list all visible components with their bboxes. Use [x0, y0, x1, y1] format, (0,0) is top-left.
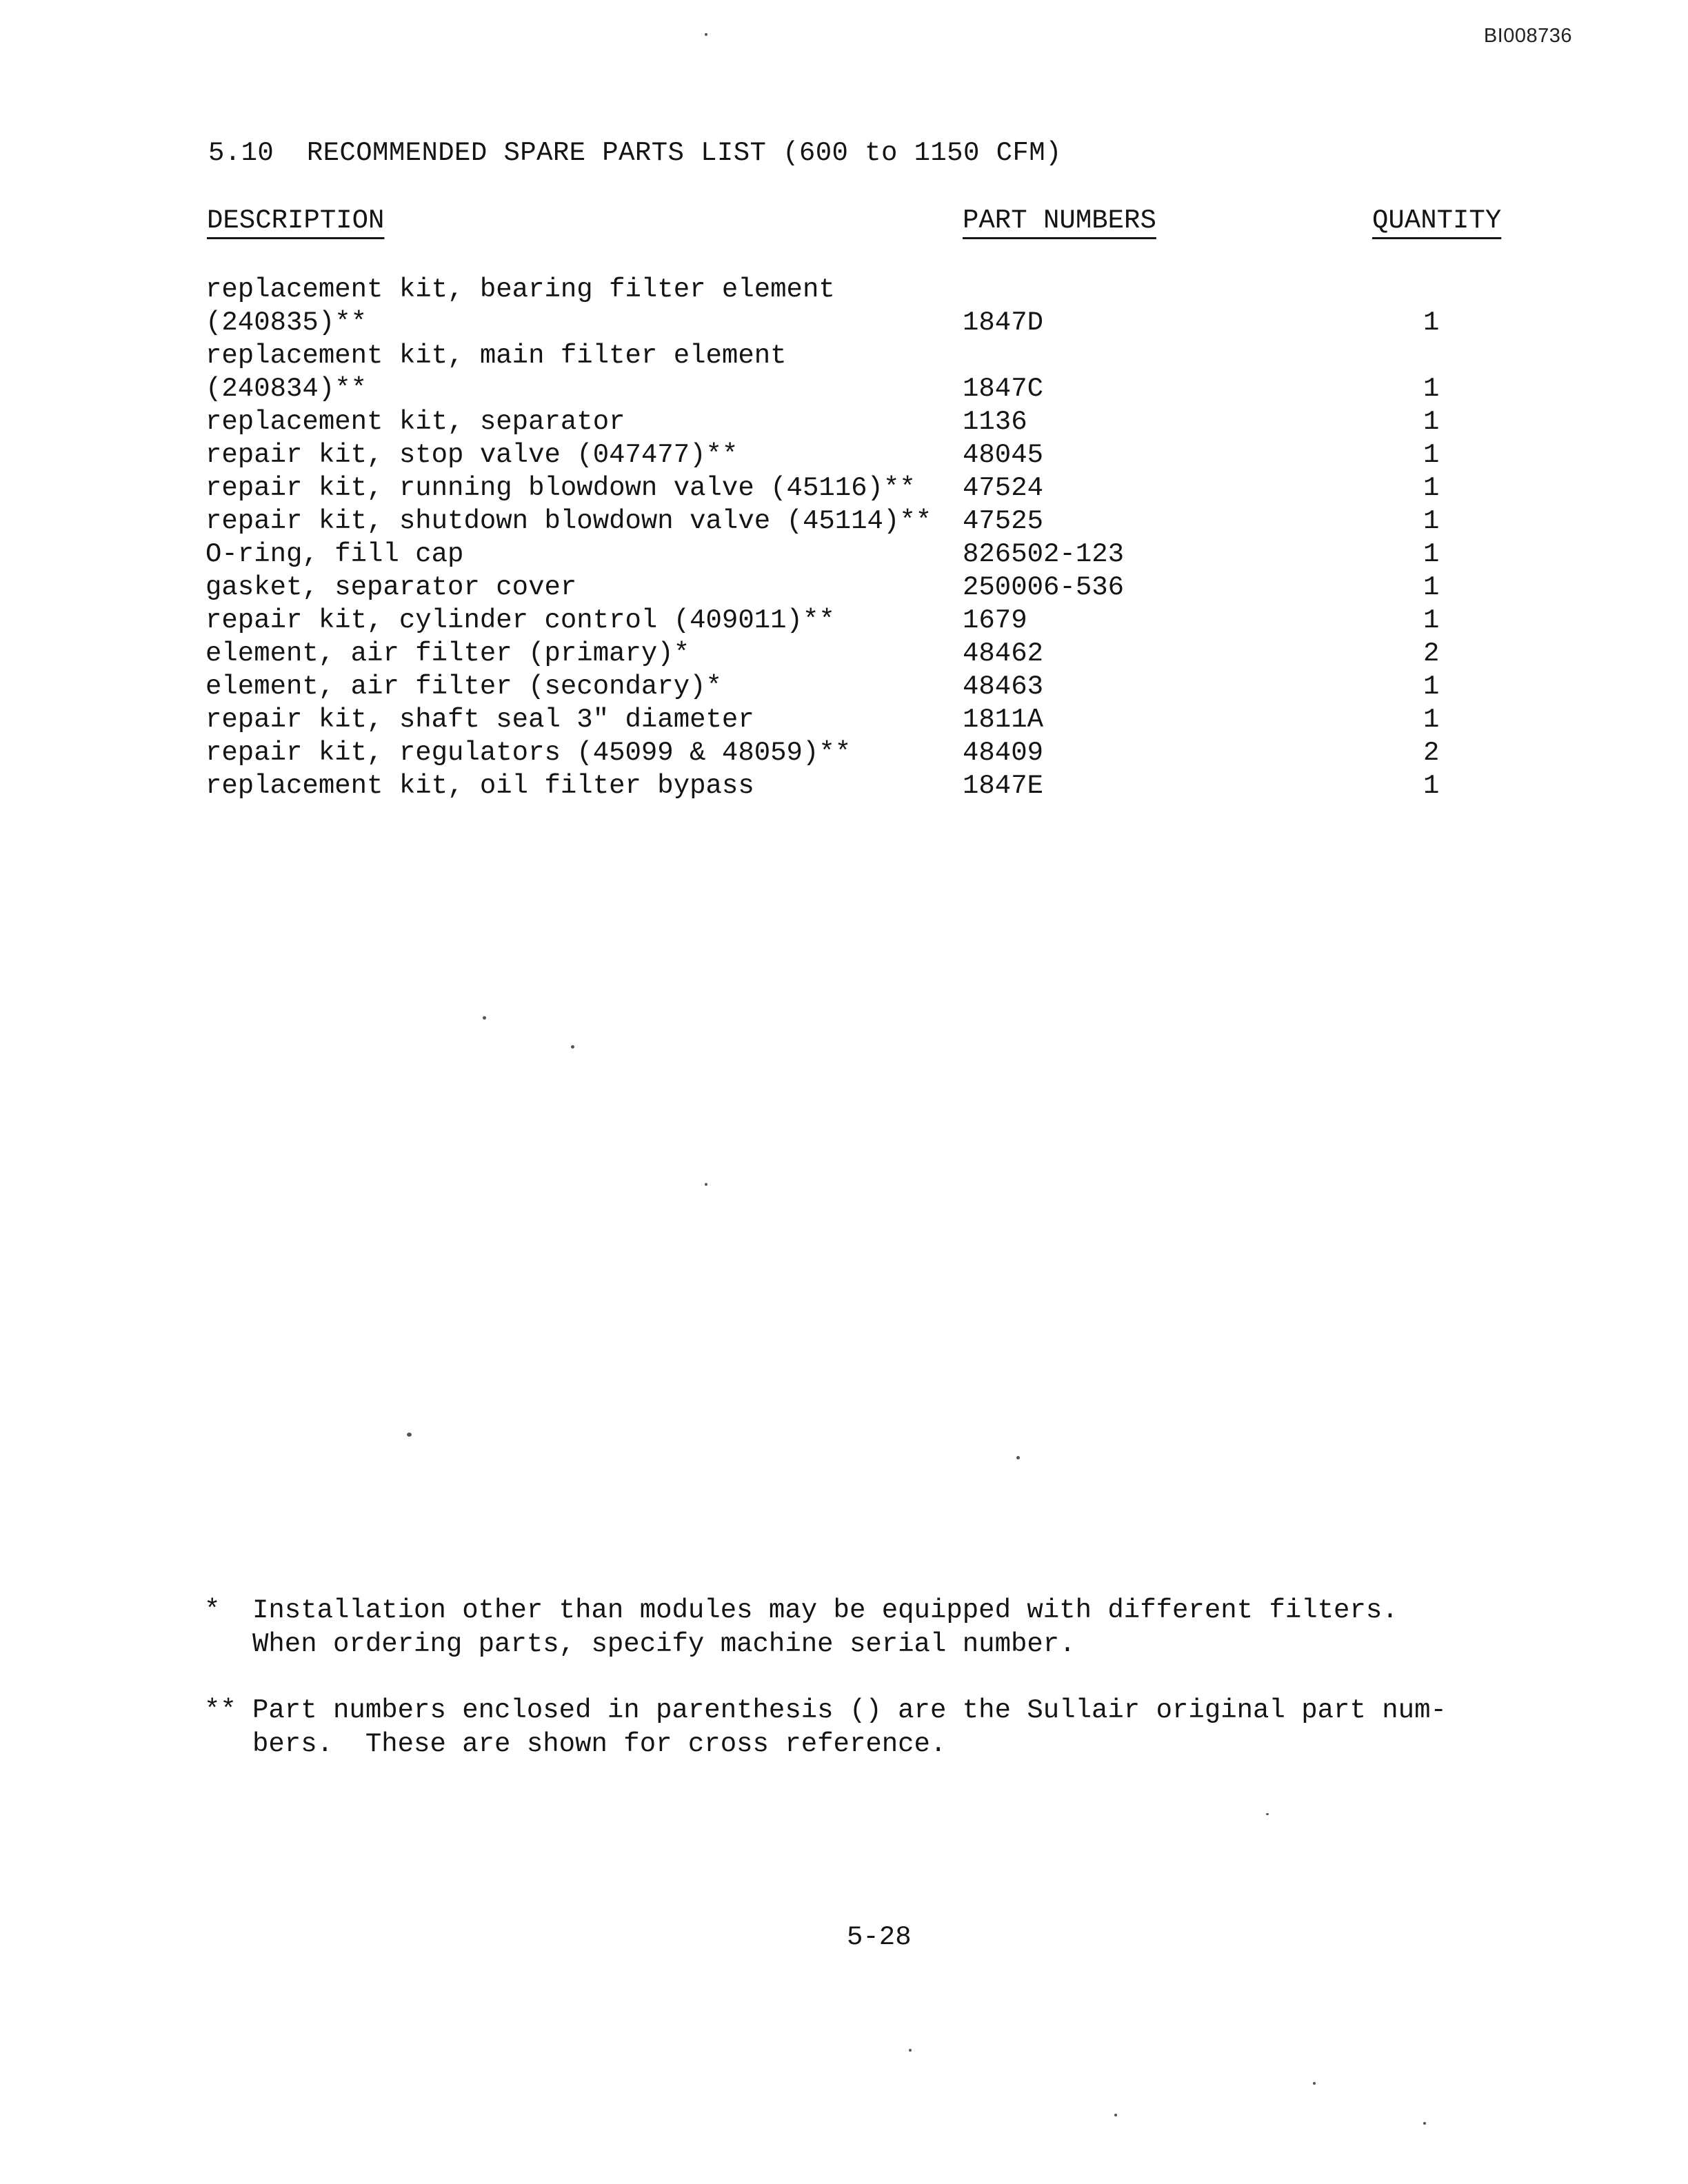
part-description: repair kit, stop valve (047477)**	[205, 440, 738, 470]
part-quantity: 1	[1423, 473, 1440, 503]
spare-parts-list	[205, 273, 1516, 802]
scan-speck	[705, 33, 707, 36]
part-description: element, air filter (primary)*	[205, 638, 690, 669]
scan-speck	[705, 1183, 707, 1186]
parts-row	[205, 538, 1516, 571]
parts-row	[205, 571, 1516, 604]
footnote-double-asterisk	[204, 1694, 1514, 1761]
part-quantity: 1	[1423, 307, 1440, 338]
part-description: repair kit, shaft seal 3" diameter	[205, 705, 754, 735]
part-number: 48409	[963, 738, 1044, 768]
part-quantity: 1	[1423, 407, 1440, 437]
part-quantity: 1	[1423, 506, 1440, 536]
part-description: repair kit, running blowdown valve (45116)**	[205, 473, 916, 503]
part-quantity: 2	[1423, 638, 1440, 669]
part-description: replacement kit, main filter element (240834)**	[205, 341, 787, 404]
part-description: gasket, separator cover	[205, 572, 577, 603]
parts-row	[205, 505, 1516, 538]
scan-speck	[909, 2049, 912, 2052]
footnote-single-asterisk	[204, 1594, 1514, 1661]
scan-speck	[571, 1045, 574, 1049]
footnote-text: Installation other than modules may be equipped with different filters. When ordering parts, specify machine serial number.	[252, 1595, 1398, 1659]
part-quantity: 1	[1423, 539, 1440, 569]
part-quantity: 1	[1423, 572, 1440, 603]
parts-row	[205, 736, 1516, 769]
part-number: 1847E	[963, 771, 1044, 801]
part-number: 1679	[963, 605, 1027, 636]
part-description: replacement kit, separator	[205, 407, 625, 437]
part-quantity: 2	[1423, 738, 1440, 768]
footnote-marker: *	[204, 1595, 221, 1626]
part-number: 48462	[963, 638, 1044, 669]
part-quantity: 1	[1423, 671, 1440, 702]
part-description: replacement kit, bearing filter element (240835)**	[205, 274, 835, 338]
scan-speck	[407, 1433, 412, 1437]
part-description: replacement kit, oil filter bypass	[205, 771, 754, 801]
footnote-marker: **	[204, 1695, 237, 1726]
part-number: 1136	[963, 407, 1027, 437]
page-number: 5-28	[847, 1922, 912, 1952]
part-quantity: 1	[1423, 374, 1440, 404]
column-header-description: DESCRIPTION	[207, 205, 385, 236]
scan-speck	[1114, 2114, 1117, 2116]
document-id: BI008736	[1483, 25, 1572, 47]
parts-row	[205, 703, 1516, 736]
scan-speck	[483, 1016, 486, 1020]
scan-speck	[1266, 1813, 1269, 1815]
parts-row	[205, 769, 1516, 802]
part-description: repair kit, cylinder control (409011)**	[205, 605, 835, 636]
parts-row	[205, 438, 1516, 472]
part-number: 47524	[963, 473, 1044, 503]
part-number: 48463	[963, 671, 1044, 702]
part-description: repair kit, regulators (45099 & 48059)**	[205, 738, 852, 768]
scan-speck	[1423, 2122, 1426, 2125]
part-number: 1847D	[963, 307, 1044, 338]
section-title: 5.10 RECOMMENDED SPARE PARTS LIST (600 to 1150 CFM)	[208, 138, 1062, 168]
part-number: 1811A	[963, 705, 1044, 735]
part-description: element, air filter (secondary)*	[205, 671, 722, 702]
column-header-part-numbers: PART NUMBERS	[963, 205, 1156, 236]
column-header-quantity: QUANTITY	[1372, 205, 1502, 236]
part-number: 48045	[963, 440, 1044, 470]
part-quantity: 1	[1423, 440, 1440, 470]
parts-row	[205, 339, 1516, 405]
part-description: repair kit, shutdown blowdown valve (45114)**	[205, 506, 932, 536]
parts-row	[205, 472, 1516, 505]
scan-speck	[1313, 2082, 1316, 2085]
part-number: 250006-536	[963, 572, 1125, 603]
part-quantity: 1	[1423, 771, 1440, 801]
parts-row	[205, 604, 1516, 637]
parts-row	[205, 637, 1516, 670]
parts-row	[205, 273, 1516, 339]
part-number: 1847C	[963, 374, 1044, 404]
parts-row	[205, 670, 1516, 703]
parts-row	[205, 405, 1516, 438]
part-quantity: 1	[1423, 605, 1440, 636]
part-number: 826502-123	[963, 539, 1125, 569]
part-number: 47525	[963, 506, 1044, 536]
scan-speck	[1016, 1456, 1020, 1459]
part-description: O-ring, fill cap	[205, 539, 464, 569]
part-quantity: 1	[1423, 705, 1440, 735]
footnote-text: Part numbers enclosed in parenthesis () are the Sullair original part num- bers. These are shown for cross reference.	[252, 1695, 1447, 1759]
